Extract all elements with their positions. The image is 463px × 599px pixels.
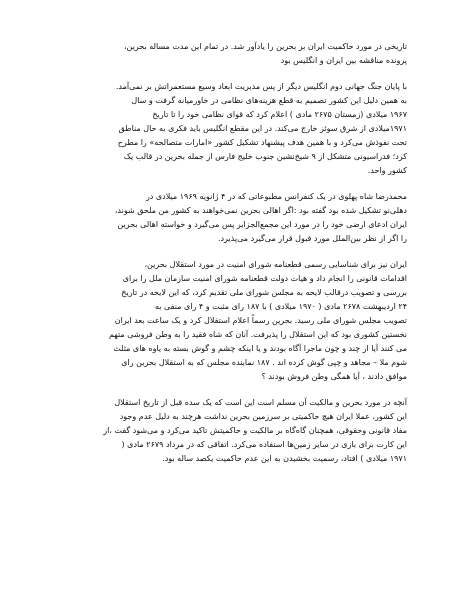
text-line: موافق دادند ، آیا همگی وطن فروش بودند ؟: [261, 372, 407, 381]
paragraph-1: [69, 40, 407, 68]
text-line: تصویب مجلس شورای ملی رسید. بحرین رسماً اعلام استقلال کرد و یک ساعت بعد ایران: [114, 316, 407, 325]
text-line: مفاد قانونی وحقوقی، همچنان گاه‌گاه بر مالکیت و حاکمیتش تاکید می‌کرد و می‌شود گفت ،از: [103, 426, 407, 435]
text-line: اقدامات قانونی را انجام داد و هیات دولت قطعنامه شورای امنیت سازمان ملل را برای: [122, 274, 407, 283]
paragraph-3: [69, 190, 407, 246]
text-line: نخستین کشوری بود که این استقلال را پذیرفت. آنان که شاه فقید را به وطن فروشی متهم: [108, 330, 407, 339]
paragraph-5: [69, 396, 407, 466]
text-line: تاریخی در مورد حاکمیت ایران بر بحرین را یادآور شد. در تمام این مدت مساله بحرین،: [123, 42, 407, 51]
text-line: این کشور، عملا ایران هیچ حاکمیتی بر سرزمین بحرین نداشت هرچند به دلیل عدم وجود: [119, 412, 407, 421]
paragraph-2: [69, 80, 407, 178]
text-line: را اگر از نظر بین‌الملل مورد قبول قرار می‌گیرد می‌پذیرد.: [217, 234, 407, 243]
text-line: محمدرضا شاه پهلوی در یک کنفرانس مطبوعاتی که در ۴ ژانویه ۱۹۶۹ میلادی در: [145, 192, 407, 201]
paragraph-4: [69, 258, 407, 384]
text-line: می کنند آیا از چند و چون ماجرا آگاه بودند و یا اینکه چشم و گوش بسته به یاوه های مثلث: [113, 344, 407, 353]
text-line: ۲۴ اردیبهشت ۲۶۷۸ مادی ( ۱۹۷۰ میلادی ) با ۱۸۷ رای مثبت و ۴ رای منفی به: [154, 302, 407, 311]
text-line: شوم ملا – مجاهد و چپی گوش کرده اند . ۱۸۷ نماینده مجلس که به استقلال بحرین رای: [121, 358, 407, 367]
text-line: ۱۹۶۷ میلادی (زمستان ۲۶۷۵ مادی ) اعلام کرد که قوای نظامی خود را تا تاریخ: [152, 110, 407, 119]
text-line: این کارت برای بازی در سایر زمین‌ها استفاده می‌کرد. اتفاقی که در مرداد ۲۶۷۹ مادی (: [121, 440, 407, 449]
text-line: کشور واحد.: [367, 166, 407, 175]
text-line: کرد؛ فدراسیونی متشکل از ۹ شیخ‌نشین جنوب خلیج فارس از جمله بحرین در قالب یک: [123, 152, 407, 161]
text-line: ۱۹۷۱میلادی از شرق سوئز خارج می‌کند. در این مقطع انگلیس باید فکری به حال مناطق: [118, 124, 407, 133]
text-line: دهلی‌نو تشکیل شده بود گفته بود :اگر اهالی بحرین نمی‌خواهند به کشور من ملحق شوند،: [114, 206, 407, 215]
text-line: ۱۹۷۱ میلادی ) افتاد، رسمیت بخشیدن به این عدم حاکمیت یکصد ساله بود.: [162, 454, 407, 463]
text-line: ایران ادعای ارضی خود را در مورد این مجمع‌الجزایر پس می‌گیرد و خواسته اهالی بحرین: [117, 220, 407, 229]
text-line: تحت نفوذش می‌کرد و با همین هدف پیشنهاد تشکیل کشور «امارات متصالحه» را مطرح: [117, 138, 407, 147]
text-line: با پایان جنگ جهانی دوم انگلیس دیگر از پس مدیریت ابعاد وسیع مستعمراتش بر نمی‌آمد.: [115, 82, 407, 91]
text-line: بررسی و تصویب درقالب لایحه به مجلس شورای ملی تقدیم کرد، که این لایحه در تاریخ: [121, 288, 407, 297]
text-line: آنچه در مورد بحرین و مالکیت آن مسلم است این است که یک سده قبل از تاریخ استقلال: [114, 398, 407, 407]
document-body: [69, 40, 407, 478]
text-line: ایران نیز برای شناسایی رسمی قطعنامه شورای امنیت در مورد استقلال بحرین،: [144, 260, 407, 269]
text-line: به همین دلیل این کشور تصمیم به قطع هزینه‌های نظامی در خاورمیانه گرفت و سال: [131, 96, 407, 105]
text-line: پرونده مناقشه بین ایران و انگلیس بود: [280, 56, 407, 65]
